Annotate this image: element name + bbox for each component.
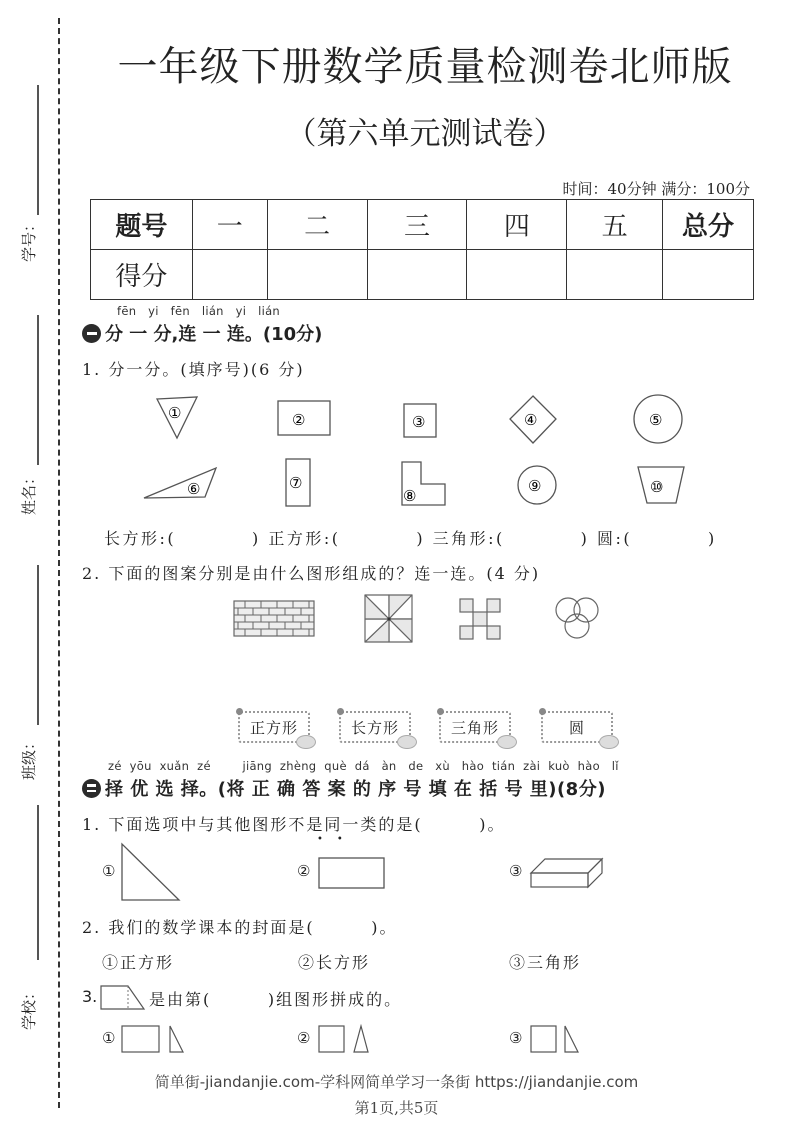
shape-10-trapezoid xyxy=(637,466,687,506)
s2q3-prefix: 3. xyxy=(82,987,98,1006)
shape-6-triangle xyxy=(143,467,219,501)
seal-icon xyxy=(397,735,417,749)
svg-text:⑤: ⑤ xyxy=(649,411,663,429)
s2q3-option-1-label[interactable]: ① xyxy=(102,1029,116,1047)
shape-5-circle xyxy=(633,394,685,446)
header-cell-total: 总分 xyxy=(663,200,754,250)
school-label: 学校： xyxy=(20,984,38,1030)
pattern-brick-wall xyxy=(233,600,315,638)
pin-icon xyxy=(437,708,444,715)
s2q1-option-3-cuboid xyxy=(530,858,610,890)
s2q1-option-2-rectangle xyxy=(318,857,386,891)
s2q3-option-3-shapes xyxy=(530,1025,590,1055)
header-cell-1: 一 xyxy=(192,200,267,250)
shape-7-rectangle xyxy=(285,458,313,508)
section1-q2-text: 2. 下面的图案分别是由什么图形组成的？连一连。(4 分) xyxy=(82,564,541,583)
s2q1-option-1-label[interactable]: ① xyxy=(102,862,116,880)
s2q1-option-2-label[interactable]: ② xyxy=(297,862,311,880)
page-number: 第1页,共5页 xyxy=(354,1099,439,1117)
section2-pinyin: zé yōu xuǎn zé jiāng zhèng què dá àn de xù hào tián zài kuò hào lǐ xyxy=(108,759,619,773)
score-table xyxy=(90,199,754,300)
shape-9-circle xyxy=(517,465,559,507)
pattern-squares-cross xyxy=(459,598,503,642)
section1-q1-text: 1. 分一分。(填序号)(6 分) xyxy=(82,360,305,379)
s2q3-option-2-label[interactable]: ② xyxy=(297,1029,311,1047)
score-table-score-row xyxy=(91,250,754,300)
class-label: 班级： xyxy=(20,734,38,780)
seal-icon xyxy=(497,735,517,749)
svg-text:④: ④ xyxy=(524,411,538,429)
shape-8-l-shape xyxy=(401,461,449,507)
shape-3-square xyxy=(403,403,439,439)
score-cell-1[interactable] xyxy=(192,250,267,300)
s2q3-option-2-shapes xyxy=(318,1025,378,1055)
header-cell-3: 三 xyxy=(367,200,467,250)
shape-4-diamond-square xyxy=(509,395,559,445)
school-line xyxy=(37,805,39,960)
seal-icon xyxy=(599,735,619,749)
s2q1-option-1-right-triangle xyxy=(121,843,183,903)
svg-text:⑥: ⑥ xyxy=(187,480,201,498)
score-cell-5[interactable] xyxy=(567,250,663,300)
seal-icon xyxy=(296,735,316,749)
header-cell-question-no: 题号 xyxy=(91,200,193,250)
svg-text:⑧: ⑧ xyxy=(403,487,417,505)
section1-number-badge xyxy=(82,324,101,343)
footer-watermark: 简单街-jiandanjie.com-学科网简单学习一条街 https://jiandanjie.com xyxy=(154,1073,639,1091)
shape-1-triangle xyxy=(155,396,200,441)
svg-text:②: ② xyxy=(292,411,306,429)
header-cell-2: 二 xyxy=(267,200,367,250)
s2q3-text: 是由第( )组图形拼成的。 xyxy=(149,990,403,1009)
s2q2-option-2[interactable]: ②长方形 xyxy=(298,953,371,972)
page-subtitle: （第六单元测试卷） xyxy=(285,116,565,152)
card-square[interactable]: 正方形 xyxy=(238,711,310,743)
pattern-three-circles xyxy=(554,597,602,643)
score-table-header-row xyxy=(91,200,754,250)
section1-heading-text: 分 一 分,连 一 连。(10分) xyxy=(105,324,323,345)
score-label-cell: 得分 xyxy=(91,250,193,300)
time-info: 时间：40分钟 满分：100分 xyxy=(562,180,750,198)
pin-icon xyxy=(337,708,344,715)
s2q3-composite-trapezoid xyxy=(100,985,148,1011)
s2q2-option-3[interactable]: ③三角形 xyxy=(509,953,582,972)
emphasis-dots: •• xyxy=(317,834,357,845)
s2q3-option-3-label[interactable]: ③ xyxy=(509,1029,523,1047)
s2q1-option-3-label[interactable]: ③ xyxy=(509,862,523,880)
card-triangle[interactable]: 三角形 xyxy=(439,711,511,743)
score-cell-total[interactable] xyxy=(663,250,754,300)
svg-text:③: ③ xyxy=(412,413,426,431)
name-label: 姓名： xyxy=(20,469,38,515)
s2q3-option-1-shapes xyxy=(121,1025,191,1055)
svg-text:⑨: ⑨ xyxy=(528,477,542,495)
binding-dashed-line xyxy=(58,18,60,1108)
score-cell-2[interactable] xyxy=(267,250,367,300)
card-rectangle[interactable]: 长方形 xyxy=(339,711,411,743)
card-circle[interactable]: 圆 xyxy=(541,711,613,743)
section1-heading xyxy=(82,320,322,346)
svg-text:⑦: ⑦ xyxy=(289,474,303,492)
name-line xyxy=(37,315,39,465)
student-id-line xyxy=(37,85,39,215)
score-cell-4[interactable] xyxy=(467,250,567,300)
pin-icon xyxy=(539,708,546,715)
section2-heading xyxy=(82,775,606,801)
shape-2-rectangle xyxy=(277,400,332,438)
q1-answer-blanks[interactable]: 长方形:( ) 正方形:( ) 三角形:( ) 圆:( ) xyxy=(104,529,717,548)
student-id-label: 学号： xyxy=(20,216,38,262)
section2-q2-text: 2. 我们的数学课本的封面是( )。 xyxy=(82,918,398,937)
s2q2-option-1[interactable]: ①正方形 xyxy=(102,953,175,972)
section1-pinyin: fēn yi fēn lián yi lián xyxy=(117,304,281,318)
pin-icon xyxy=(236,708,243,715)
page-title: 一年级下册数学质量检测卷北师版 xyxy=(117,44,733,90)
svg-text:⑩: ⑩ xyxy=(650,478,664,496)
pattern-pinwheel xyxy=(364,594,414,644)
header-cell-5: 五 xyxy=(567,200,663,250)
score-cell-3[interactable] xyxy=(367,250,467,300)
section2-heading-text: 择 优 选 择。(将 正 确 答 案 的 序 号 填 在 括 号 里)(8分) xyxy=(105,779,606,800)
header-cell-4: 四 xyxy=(467,200,567,250)
section2-number-badge xyxy=(82,779,101,798)
class-line xyxy=(37,565,39,725)
section2-q1-text: 1. 下面选项中与其他图形不是同一类的是( )。 xyxy=(82,815,506,834)
svg-text:①: ① xyxy=(168,404,182,422)
